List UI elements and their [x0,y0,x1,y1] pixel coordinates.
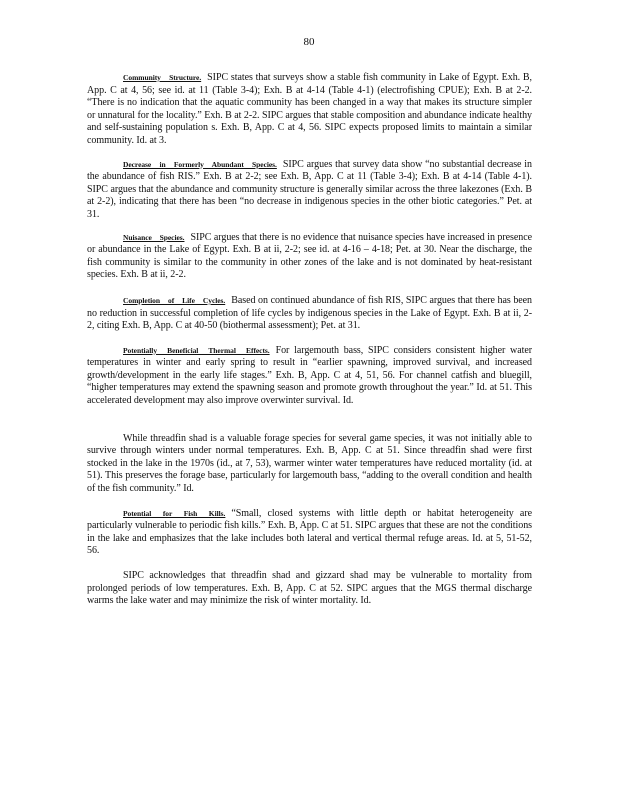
paragraph-heading: Potential for Fish Kills. [123,508,226,518]
paragraph-text: SIPC acknowledges that threadfin shad and gizzard shad may be vulnerable to mortality from prolonged periods of low temperatures. Exh. B, App. C at 52. SIPC argues that the MGS thermal discharge warms the lake water and may minimize the risk of winter mortality. Id. [87,570,532,607]
paragraph-community-structure [87,72,532,148]
document-body [87,72,532,608]
paragraph-threadfin-shad [87,433,532,496]
paragraph-sipc-acknowledges [87,570,532,608]
paragraph-text: SIPC argues that survey data show “no substantial decrease in the abundance of fish RIS.” Exh. B at 2-2; see Exh. B, App. C at 11 (Table 3-4); Exh. B at 4-14 (Table 4-1). SIPC argues that the abundance and community structure is generally similar across the three lakezones (Exh. B at 2-2), indicating that there has been “no decrease in indigenous species in the other biotic categories.” Pet. at 31. [87,158,532,220]
paragraph-text: For largemouth bass, SIPC considers consistent higher water temperatures in winter and early spring to result in “earlier spawning, improved survival, and increased growth/development in the early life stages.” Exh. B, App. C at 4, 51, 56. For channel catfish and bluegill, “higher temperatures may extend the spawning season and promote growth throughout the year.” Id. at 51. This accelerated development may also improve overwinter survival. Id. [87,344,532,407]
paragraph-life-cycles [87,295,532,333]
paragraph-decrease-species [87,159,532,222]
page-number: 80 [303,36,315,48]
paragraph-text: While threadfin shad is a valuable forage species for several game species, it was not initially able to survive through winters under normal temperatures. Exh. B, App. C at 51. Since threadfin shad were first stocked in the lake in the 1970s (id., at 7, 53), warmer winter water temperatures have reduced mortality (id. at 51). This preserves the forage base, particularly for largemouth bass, “adding to the overall condition and health of the fish community.” Id. [87,432,532,495]
paragraph-fish-kills [87,508,532,558]
paragraph-text: Based on continued abundance of fish RIS, SIPC argues that there has been no reduction in successful completion of life cycles by indigenous species in the Lake of Egypt. Exh. B at ii, 2-2, citing Exh. B, App. C at 40-50 (biothermal assessment); Pet. at 31. [87,294,532,332]
paragraph-text: SIPC states that surveys show a stable fish community in Lake of Egypt. Exh. B, App. C at 4, 56; see id. at 11 (Table 3-4); Exh. B at 4-14 (Table 4-1) (electrofishing CPUE); Exh. B at 2-2. “There is no indication that the aquatic community has been changed in a way that makes its structure simpler or unnatural for the locality.” Exh. B at 2-2. SIPC argues that stable composition and abundance indicate healthy and self-sustaining population s. Exh. B, App. C at 4, 56. SIPC expects proposed limits to maintain a similar community. Id. at 3. [87,72,532,146]
paragraph-text: SIPC argues that there is no evidence that nuisance species have increased in presence or abundance in the Lake of Egypt. Exh. B at ii, 2-2; see id. at 4-16 – 4-18; Pet. at 30. Near the discharge, the fish community is similar to the community in other zones of the lake and is not dominated by heat-resistant species. Exh. B at ii, 2-2. [87,231,532,281]
paragraph-heading: Completion of Life Cycles. [123,295,226,305]
paragraph-thermal-effects [87,345,532,408]
paragraph-heading: Potentially Beneficial Thermal Effects. [123,345,270,355]
paragraph-heading: Decrease in Formerly Abundant Species. [123,159,277,169]
paragraph-text: “Small, closed systems with little depth or habitat heterogeneity are particularly vulnerable to periodic fish kills.” Exh. B, App. C at 51. SIPC argues that these are not the conditions in the lake and emphasizes that the lake includes both lateral and vertical thermal refuge areas. Id. at 5, 51-52, 56. [87,507,532,557]
paragraph-heading: Community Structure. [123,73,202,82]
paragraph-nuisance-species [87,232,532,282]
paragraph-heading: Nuisance Species. [123,232,185,242]
